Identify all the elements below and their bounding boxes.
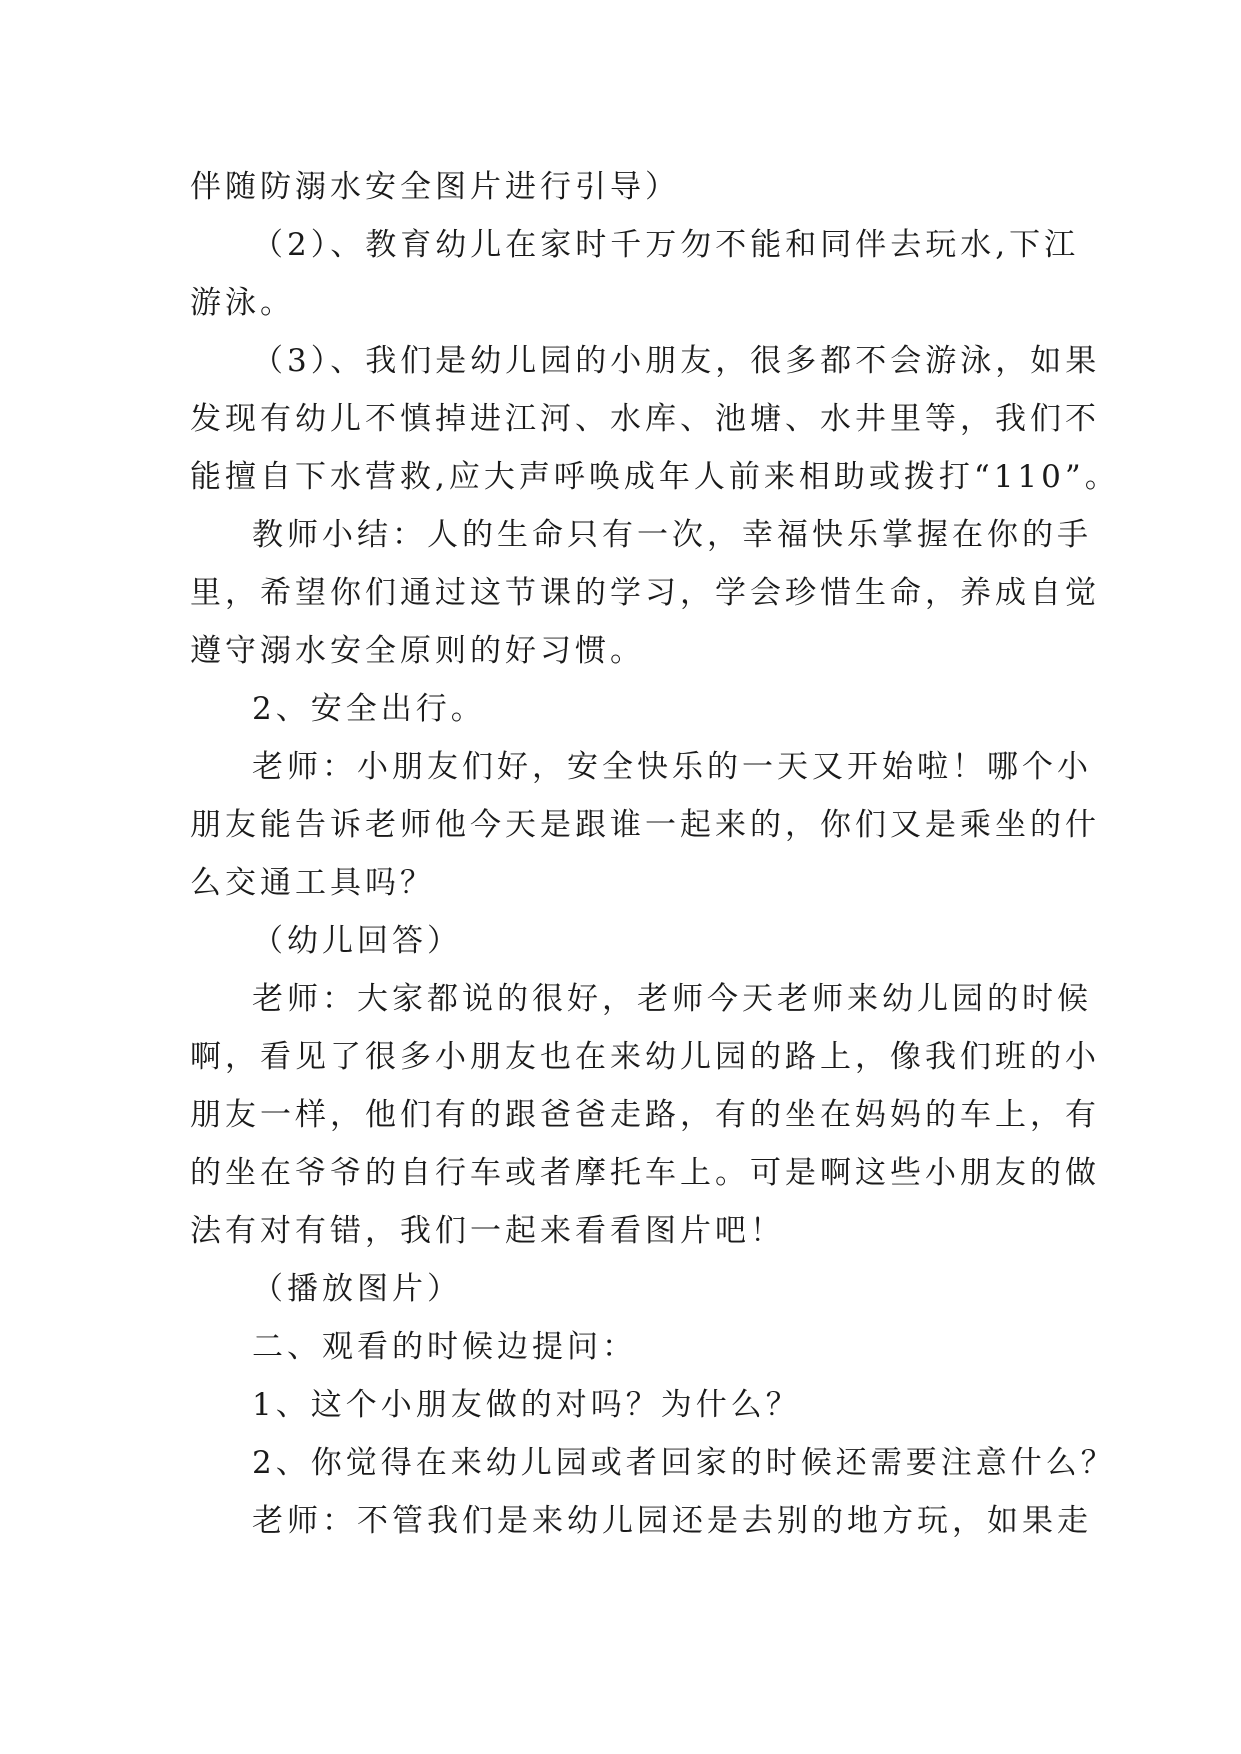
text-line: 能擅自下水营救,应大声呼唤成年人前来相助或拨打“110”。	[190, 459, 1120, 495]
text-line: （3）、我们是幼儿园的小朋友，很多都不会游泳，如果	[252, 343, 1101, 379]
text-line: 老师：大家都说的很好，老师今天老师来幼儿园的时候	[252, 981, 1092, 1017]
text-line: 1、这个小朋友做的对吗？为什么？	[252, 1387, 801, 1423]
text-line: 朋友能告诉老师他今天是跟谁一起来的，你们又是乘坐的什	[190, 807, 1100, 843]
text-line: 遵守溺水安全原则的好习惯。	[190, 633, 645, 669]
text-line: 发现有幼儿不慎掉进江河、水库、池塘、水井里等，我们不	[190, 401, 1100, 437]
text-line: 二、观看的时候边提问：	[252, 1329, 637, 1365]
text-line: （2）、教育幼儿在家时千万勿不能和同伴去玩水,下江	[252, 227, 1080, 263]
text-line: 的坐在爷爷的自行车或者摩托车上。可是啊这些小朋友的做	[190, 1155, 1100, 1191]
text-line: 老师：不管我们是来幼儿园还是去别的地方玩，如果走	[252, 1503, 1092, 1539]
text-line: 2、你觉得在来幼儿园或者回家的时候还需要注意什么？	[252, 1445, 1116, 1481]
text-line: （播放图片）	[252, 1271, 462, 1307]
text-line: 老师：小朋友们好，安全快乐的一天又开始啦！哪个小	[252, 749, 1092, 785]
text-line: 教师小结：人的生命只有一次，幸福快乐掌握在你的手	[252, 517, 1092, 553]
document-body	[190, 158, 1120, 1550]
text-line: 游泳。	[190, 285, 295, 321]
text-line: 啊，看见了很多小朋友也在来幼儿园的路上，像我们班的小	[190, 1039, 1100, 1075]
text-line: （幼儿回答）	[252, 923, 462, 959]
text-line: 伴随防溺水安全图片进行引导）	[190, 169, 680, 205]
text-line: 2、安全出行。	[252, 691, 486, 727]
text-line: 么交通工具吗？	[190, 865, 435, 901]
text-line: 里，希望你们通过这节课的学习，学会珍惜生命，养成自觉	[190, 575, 1100, 611]
text-line: 朋友一样，他们有的跟爸爸走路，有的坐在妈妈的车上，有	[190, 1097, 1100, 1133]
text-line: 法有对有错，我们一起来看看图片吧！	[190, 1213, 785, 1249]
